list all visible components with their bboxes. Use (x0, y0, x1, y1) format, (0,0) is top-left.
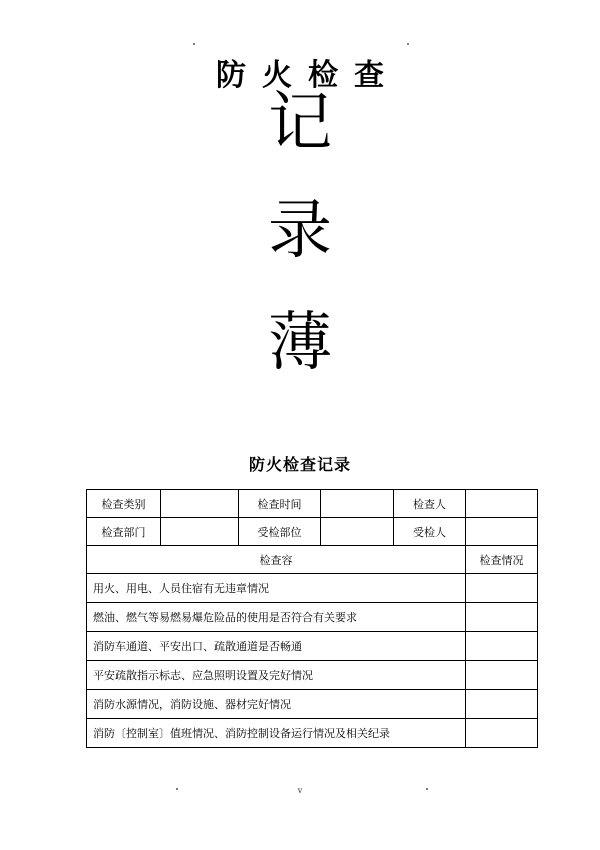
status-header-cell: 检查情况 (466, 546, 538, 574)
content-header-cell: 检查容 (87, 546, 466, 574)
item-status-cell[interactable] (466, 574, 538, 603)
content-header-row (87, 546, 538, 574)
record-title: 防火检查记录 (248, 455, 351, 474)
table-row (87, 603, 538, 632)
item-status-cell[interactable] (466, 690, 538, 719)
header-value-cell[interactable] (466, 490, 538, 518)
item-text-cell: 燃油、燃气等易燃易爆危险品的使用是否符合有关要求 (87, 603, 466, 632)
header-label-cell: 检查人 (394, 490, 466, 518)
item-text-cell: 消防水源情况，消防设施、器材完好情况 (87, 690, 466, 719)
item-status-cell[interactable] (466, 603, 538, 632)
item-text-cell: 消防〔控制室〕值班情况、消防控制设备运行情况及相关纪录 (87, 719, 466, 748)
table-row (87, 632, 538, 661)
header-value-cell[interactable] (466, 518, 538, 546)
item-status-cell[interactable] (466, 719, 538, 748)
table-row (87, 719, 538, 748)
item-status-cell[interactable] (466, 661, 538, 690)
header-label-cell: 检查时间 (239, 490, 321, 518)
item-status-cell[interactable] (466, 632, 538, 661)
item-text-cell: 平安疏散指示标志、应急照明设置及完好情况 (87, 661, 466, 690)
table-row (87, 690, 538, 719)
header-row (87, 518, 538, 546)
item-text-cell: 消防车通道、平安出口、疏散通道是否畅通 (87, 632, 466, 661)
footer-mark: v (297, 786, 303, 795)
header-value-cell[interactable] (161, 490, 239, 518)
cover-big-char-1: 记 (268, 86, 332, 160)
header-label-cell: 受检人 (394, 518, 466, 546)
header-row (87, 490, 538, 518)
header-value-cell[interactable] (161, 518, 239, 546)
header-value-cell[interactable] (321, 518, 394, 546)
header-label-cell: 受检部位 (239, 518, 321, 546)
cover-big-char-2: 录 (268, 194, 332, 268)
corner-dot-top-left (193, 43, 195, 45)
header-label-cell: 检查部门 (87, 518, 161, 546)
inspection-record-table (86, 489, 538, 748)
cover-title: 防火检查 (216, 58, 400, 93)
header-value-cell[interactable] (321, 490, 394, 518)
table-row (87, 574, 538, 603)
corner-dot-top-right (407, 43, 409, 45)
header-label-cell: 检查类别 (87, 490, 161, 518)
cover-big-char-3: 薄 (268, 306, 332, 380)
item-text-cell: 用火、用电、人员住宿有无违章情况 (87, 574, 466, 603)
table-row (87, 661, 538, 690)
